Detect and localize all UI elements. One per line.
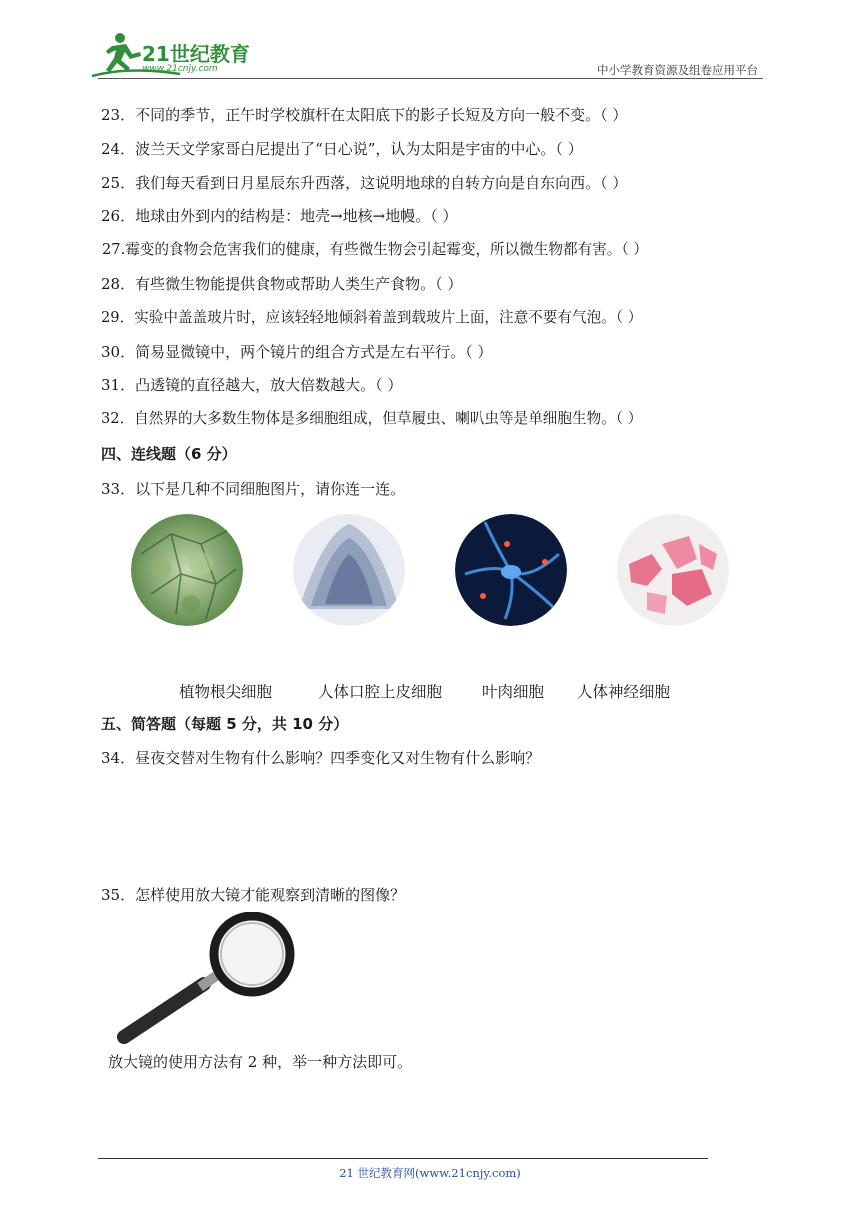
page-header <box>90 30 760 82</box>
question-33: 33．以下是几种不同细胞图片，请你连一连。 <box>101 480 406 498</box>
question-24: 24．波兰天文学家哥白尼提出了“日心说”，认为太阳是宇宙的中心。（ ） <box>101 140 583 158</box>
footer-link[interactable]: 21 世纪教育网(www.21cnjy.com) <box>339 1166 521 1180</box>
question-27: 27.霉变的食物会危害我们的健康，有些微生物会引起霉变，所以微生物都有害。（ ） <box>102 241 648 258</box>
question-32: 32．自然界的大多数生物体是多细胞组成，但草履虫、喇叭虫等是单细胞生物。（ ） <box>101 410 643 427</box>
section-4-title: 四、连线题（6 分） <box>101 445 237 463</box>
label-oral-epithelial: 人体口腔上皮细胞 <box>318 683 443 701</box>
platform-name: 中小学教育资源及组卷应用平台 <box>597 63 758 77</box>
footer-divider <box>98 1158 708 1159</box>
question-28: 28．有些微生物能提供食物或帮助人类生产食物。（ ） <box>101 275 463 293</box>
question-34: 34．昼夜交替对生物有什么影响？四季变化又对生物有什么影响？ <box>101 749 541 767</box>
label-mesophyll: 叶肉细胞 <box>482 683 545 701</box>
header-divider <box>98 78 763 79</box>
label-nerve: 人体神经细胞 <box>577 683 671 701</box>
answer-hint: 放大镜的使用方法有 2 种，举一种方法即可。 <box>108 1053 413 1071</box>
logo-text: 21世纪教育 <box>142 42 250 66</box>
logo-url: www.21cnjy.com <box>142 64 218 74</box>
root-tip-cell-image <box>293 514 405 626</box>
question-30: 30．简易显微镜中，两个镜片的组合方式是左右平行。（ ） <box>101 343 493 361</box>
question-29: 29．实验中盖盖玻片时，应该轻轻地倾斜着盖到载玻片上面，注意不要有气泡。（ ） <box>101 309 643 326</box>
section-5-title: 五、简答题（每题 5 分，共 10 分） <box>101 715 349 733</box>
question-23: 23．不同的季节，正午时学校旗杆在太阳底下的影子长短及方向一般不变。（ ） <box>101 106 628 124</box>
question-31: 31．凸透镜的直径越大，放大倍数越大。（ ） <box>101 376 403 394</box>
magnifying-glass-icon <box>112 912 302 1044</box>
label-root-tip: 植物根尖细胞 <box>179 683 273 701</box>
nerve-cell-image <box>455 514 567 626</box>
leaf-mesophyll-cell-image <box>131 514 243 626</box>
question-26: 26．地球由外到内的结构是：地壳→地核→地幔。（ ） <box>101 207 458 225</box>
oral-epithelial-cell-image <box>617 514 729 626</box>
question-25: 25．我们每天看到日月星辰东升西落，这说明地球的自转方向是自东向西。（ ） <box>101 174 628 192</box>
question-35: 35．怎样使用放大镜才能观察到清晰的图像？ <box>101 886 406 904</box>
